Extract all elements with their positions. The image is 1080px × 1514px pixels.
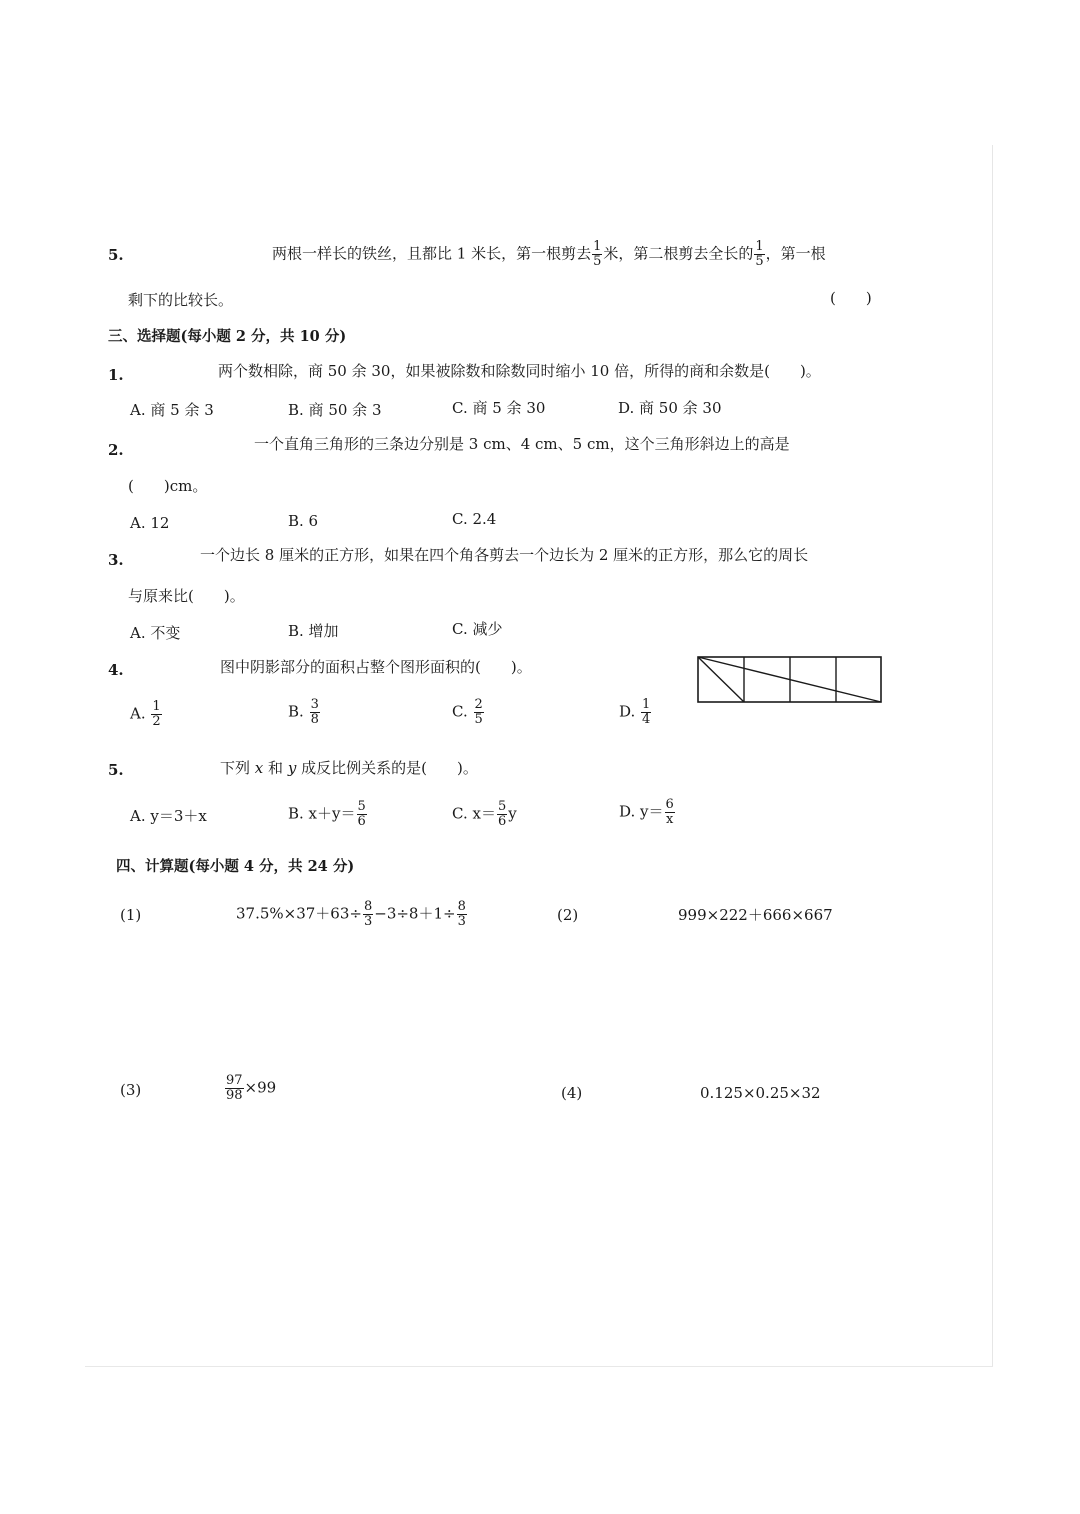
text-segment: ，第一根 xyxy=(765,244,826,263)
calc-expression xyxy=(224,1074,276,1103)
question-text: 一个边长 8 厘米的正方形，如果在四个角各剪去一个边长为 2 厘米的正方形，那么它的周长 xyxy=(200,546,809,564)
option-c[interactable]: C. 减少 xyxy=(452,620,503,638)
calc-expression: 999×222＋666×667 xyxy=(678,906,833,924)
numerator: 97 xyxy=(226,1073,243,1088)
fraction xyxy=(497,800,507,829)
option-label: B. xyxy=(288,702,304,721)
numerator: 5 xyxy=(357,799,366,814)
option-b[interactable]: B. 6 xyxy=(288,512,319,530)
denominator: 98 xyxy=(226,1088,243,1103)
option-label: A. xyxy=(130,704,146,723)
option-d[interactable]: D. 商 50 余 30 xyxy=(618,399,722,417)
expr-segment: ×99 xyxy=(244,1078,277,1097)
numerator: 2 xyxy=(474,697,483,712)
text-segment: 下列 xyxy=(220,759,251,777)
option-a[interactable]: A. 不变 xyxy=(130,624,181,642)
section-title: 四、计算题(每小题 4 分，共 24 分) xyxy=(116,858,355,875)
question-number: 1. xyxy=(108,366,124,384)
calc-number: (1) xyxy=(120,906,142,924)
numerator: 8 xyxy=(457,899,466,914)
denominator: 2 xyxy=(152,714,161,729)
option-label: C. xyxy=(452,702,468,721)
fraction xyxy=(363,900,373,929)
question-number: 2. xyxy=(108,441,124,459)
option-d[interactable] xyxy=(619,698,652,727)
page-edge xyxy=(992,145,993,1367)
numerator: 1 xyxy=(593,239,602,254)
option-a[interactable]: A. 12 xyxy=(130,514,170,532)
fraction xyxy=(641,698,651,727)
option-b[interactable]: B. 增加 xyxy=(288,622,339,640)
question-text xyxy=(220,758,478,778)
question-text-line2: 剩下的比较长。 xyxy=(128,291,234,309)
fraction xyxy=(310,698,320,727)
option-c[interactable]: C. 2.4 xyxy=(452,510,497,528)
text-segment: 两根一样长的铁丝，且都比 1 米长，第一根剪去 xyxy=(272,244,592,263)
answer-blank[interactable]: ( ) xyxy=(830,289,872,307)
option-c[interactable] xyxy=(452,698,485,727)
numerator: 8 xyxy=(363,899,373,914)
fraction xyxy=(592,240,602,269)
option-a[interactable] xyxy=(130,700,163,729)
option-a[interactable]: A. 商 5 余 3 xyxy=(130,401,214,419)
option-c[interactable]: C. 商 5 余 30 xyxy=(452,399,546,417)
numerator: 1 xyxy=(152,699,161,714)
text-segment: 和 xyxy=(268,759,284,777)
fraction xyxy=(357,800,367,829)
question-text: 一个直角三角形的三条边分别是 3 cm、4 cm、5 cm，这个三角形斜边上的高是 xyxy=(254,435,790,453)
numerator: 3 xyxy=(310,697,319,712)
question-number: 3. xyxy=(108,551,124,569)
variable-x: x xyxy=(254,759,264,777)
calc-number: (4) xyxy=(561,1084,583,1102)
denominator: 8 xyxy=(310,712,319,727)
expr-segment: 37.5%×37＋63÷ xyxy=(236,904,362,923)
numerator: 6 xyxy=(665,797,674,812)
denominator: 6 xyxy=(357,814,366,829)
expr-segment: −3÷8＋1÷ xyxy=(374,904,456,923)
option-d[interactable] xyxy=(619,798,676,827)
numerator: 5 xyxy=(497,799,507,814)
denominator: 4 xyxy=(642,712,651,727)
fraction xyxy=(665,798,675,827)
fraction xyxy=(225,1074,244,1103)
fraction xyxy=(151,700,161,729)
rectangle-figure xyxy=(697,656,883,704)
text-segment: 成反比例关系的是( )。 xyxy=(301,759,478,777)
question-text-line2: ( )cm。 xyxy=(128,477,208,495)
option-a[interactable]: A. y＝3＋x xyxy=(130,807,207,825)
question-text-line2: 与原来比( )。 xyxy=(128,587,245,605)
option-text: C. x＝ xyxy=(452,804,496,823)
numerator: 1 xyxy=(642,697,651,712)
section-title: 三、选择题(每小题 2 分，共 10 分) xyxy=(108,328,347,345)
denominator: 5 xyxy=(474,712,483,727)
numerator: 1 xyxy=(755,239,764,254)
option-label: D. xyxy=(619,702,636,721)
calc-number: (3) xyxy=(120,1081,142,1099)
text-segment: 米，第二根剪去全长的 xyxy=(603,244,754,263)
denominator: 3 xyxy=(457,914,466,929)
calc-number: (2) xyxy=(557,906,579,924)
denominator: 5 xyxy=(593,254,602,269)
variable-y: y xyxy=(287,759,297,777)
page-edge xyxy=(85,1366,993,1367)
question-number: 5. xyxy=(108,246,124,264)
option-b[interactable] xyxy=(288,800,368,829)
question-number: 4. xyxy=(108,661,124,679)
denominator: 6 xyxy=(497,814,507,829)
fraction xyxy=(754,240,764,269)
option-c[interactable] xyxy=(452,800,517,829)
option-b[interactable] xyxy=(288,698,321,727)
denominator: x xyxy=(665,812,674,827)
denominator: 3 xyxy=(363,914,373,929)
option-text: B. x＋y＝ xyxy=(288,804,356,823)
question-text: 图中阴影部分的面积占整个图形面积的( )。 xyxy=(220,658,532,676)
fraction xyxy=(474,698,484,727)
denominator: 5 xyxy=(755,254,764,269)
calc-expression: 0.125×0.25×32 xyxy=(700,1084,821,1102)
question-text xyxy=(272,240,826,269)
question-text: 两个数相除，商 50 余 30，如果被除数和除数同时缩小 10 倍，所得的商和余数是( )。 xyxy=(218,362,821,380)
calc-expression xyxy=(236,900,468,929)
option-text: D. y＝ xyxy=(619,802,664,821)
option-b[interactable]: B. 商 50 余 3 xyxy=(288,401,382,419)
option-text: y xyxy=(508,804,517,823)
question-number: 5. xyxy=(108,761,124,779)
fraction xyxy=(457,900,467,929)
